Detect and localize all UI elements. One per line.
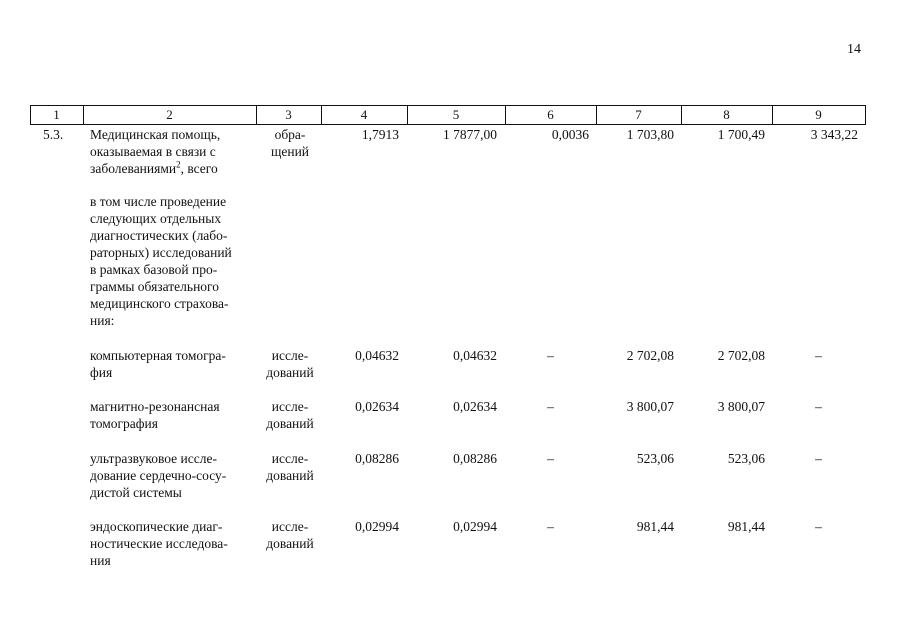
row-description: компьютерная томогра- фия (90, 348, 226, 380)
row-unit: обра- щений (270, 127, 310, 159)
cell-col4: 0,08286 (355, 451, 399, 466)
cell-col6: – (547, 348, 554, 363)
row-unit: иссле- дований (266, 519, 314, 551)
header-cell: 3 (285, 107, 292, 122)
cell-col9: 3 343,22 (810, 127, 858, 142)
cell-col8: 1 700,49 (717, 127, 765, 142)
row-unit: иссле- дований (266, 348, 314, 380)
header-cell: 8 (723, 107, 730, 122)
header-cell: 5 (452, 107, 460, 122)
cell-col8: 3 800,07 (717, 399, 765, 414)
cell-col8: 523,06 (727, 451, 765, 466)
row-description: Медицинская помощь, оказываемая в связи с заболеваниями$^2$, всего (90, 127, 221, 176)
cell-col7: 981,44 (636, 519, 674, 534)
cell-col7: 2 702,08 (626, 348, 674, 363)
cell-col4: 0,02634 (355, 399, 399, 414)
header-cell: 6 (547, 107, 554, 122)
cell-col6: 0,0036 (551, 127, 589, 142)
row-description: ультразвуковое иссле- дование сердечно-сосу- дистой системы (90, 451, 227, 500)
cell-col6: – (547, 451, 554, 466)
header-cell: 4 (360, 107, 368, 122)
cell-col4: 1,7913 (361, 127, 399, 142)
header-cell: 2 (166, 107, 173, 122)
cell-col5: 0,08286 (453, 451, 497, 466)
cell-col9: – (815, 399, 822, 414)
header-cell: 7 (635, 107, 642, 122)
cell-col9: – (815, 348, 822, 363)
cell-col7: 3 800,07 (626, 399, 674, 414)
row-unit: иссле- дований (266, 451, 314, 483)
cell-col5: 1 7877,00 (443, 127, 497, 142)
cell-col7: 523,06 (636, 451, 674, 466)
cell-col5: 0,02634 (453, 399, 497, 414)
header-cell: 1 (53, 107, 60, 122)
cell-col5: 0,04632 (453, 348, 497, 363)
row-number: 5.3. (43, 127, 64, 142)
cell-col4: 0,02994 (355, 519, 399, 534)
cell-col5: 0,02994 (453, 519, 497, 534)
row-unit: иссле- дований (266, 399, 314, 431)
cell-col6: – (547, 519, 554, 534)
header-cell: 9 (815, 107, 822, 122)
including-note: в том числе проведение следующих отдельных диагностических (лабо- раторных) исследований в рамках базовой про- граммы обязательного медицинского страхова- ния: (90, 194, 232, 328)
cell-col7: 1 703,80 (626, 127, 674, 142)
cell-col4: 0,04632 (355, 348, 399, 363)
header-divider (865, 105, 866, 125)
cell-col8: 2 702,08 (717, 348, 765, 363)
header-bottom-border (30, 124, 865, 125)
page-number: 14 (847, 42, 861, 57)
cell-col9: – (815, 451, 822, 466)
cell-col9: – (815, 519, 822, 534)
row-description: эндоскопические диаг- ностические исследова- ния (90, 519, 228, 568)
row-description: магнитно-резонансная томография (90, 399, 220, 431)
cell-col6: – (547, 399, 554, 414)
cell-col8: 981,44 (727, 519, 765, 534)
